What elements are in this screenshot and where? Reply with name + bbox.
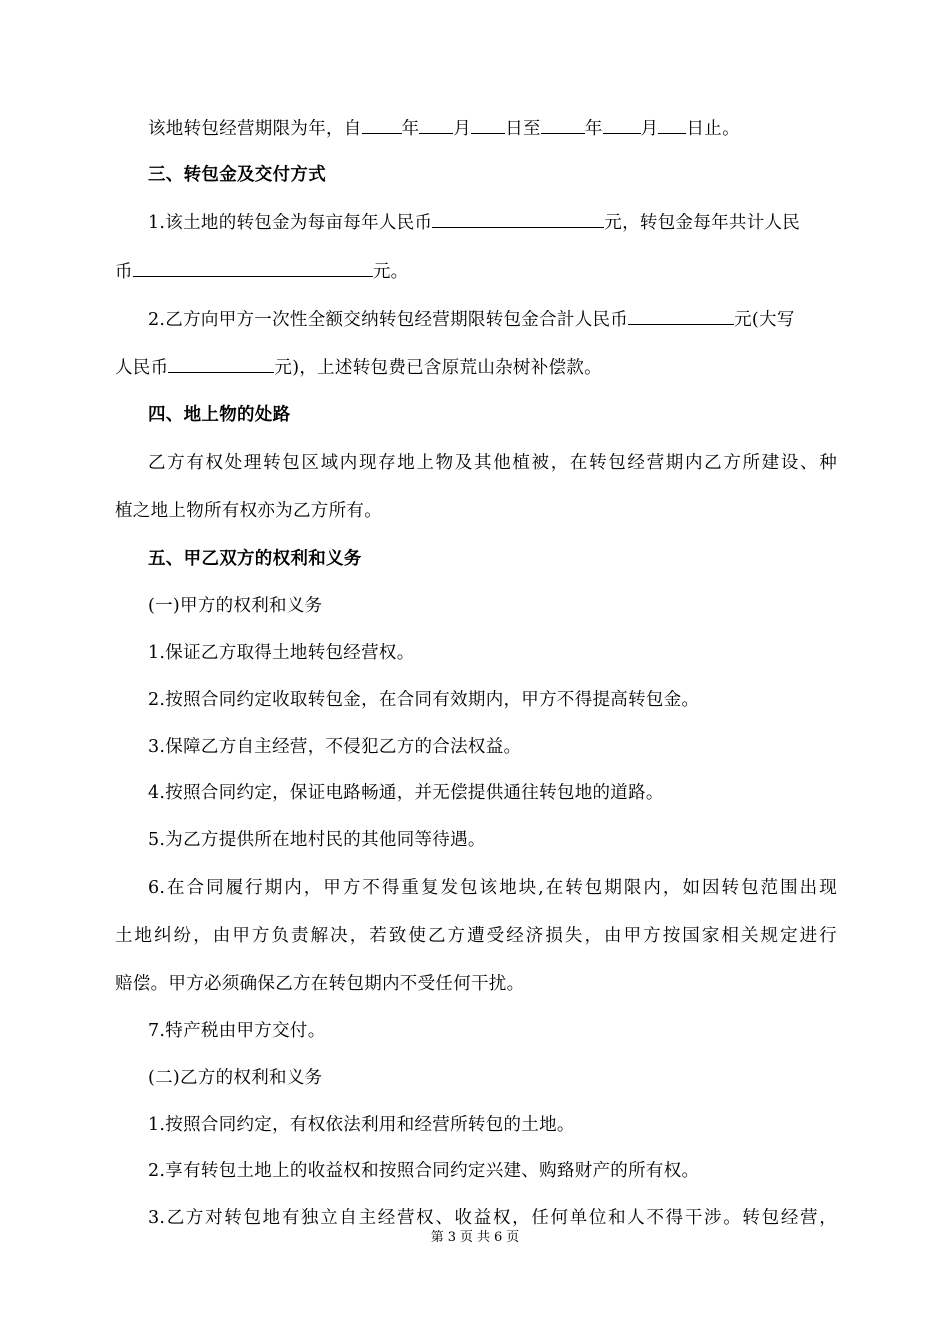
- term-text-7: 日止。: [686, 119, 740, 139]
- s3-item1-line2: [115, 259, 837, 284]
- party-a-item-6-line2: 土地纠纷，由甲方负责解决，若致使乙方遭受经济损失，由甲方按国家相关规定进行: [115, 926, 837, 946]
- term-text-2: 年: [401, 119, 420, 139]
- party-a-item-1: 1.保证乙方取得土地转包经营权。: [148, 643, 415, 663]
- blank-end-year: [541, 116, 585, 134]
- party-b-item-3: 3.乙方对转包地有独立自主经营权、收益权，任何单位和人不得干涉。转包经营，: [148, 1208, 837, 1228]
- blank-annual-total: [133, 259, 373, 277]
- footer-current-page: 3: [447, 1230, 456, 1245]
- blank-end-day: [658, 116, 686, 134]
- s3-item2-text-d: 元)，上述转包费已含原荒山杂树补偿款。: [274, 358, 602, 378]
- footer-suffix: 页: [506, 1230, 520, 1245]
- blank-lump-sum-capital: [168, 355, 274, 373]
- section-4-title: 四、地上物的处路: [148, 405, 291, 425]
- term-line: [148, 116, 870, 141]
- term-text-4: 日至: [505, 119, 541, 139]
- blank-per-mu-fee: [432, 210, 604, 228]
- footer-total-pages: 6: [494, 1230, 503, 1245]
- blank-lump-sum: [628, 307, 734, 325]
- party-a-item-7: 7.特产税由甲方交付。: [148, 1021, 326, 1041]
- party-b-item-2: 2.享有转包土地上的收益权和按照合同约定兴建、购臵财产的所有权。: [148, 1161, 700, 1181]
- term-text-1: 该地转包经营期限为年，自: [148, 119, 362, 139]
- blank-start-month: [419, 116, 453, 134]
- party-a-item-5: 5.为乙方提供所在地村民的其他同等待遇。: [148, 830, 486, 850]
- term-text-6: 月: [640, 119, 659, 139]
- s3-item2-line2: [115, 355, 837, 380]
- s3-item1-text-d: 元。: [372, 262, 409, 282]
- blank-end-month: [603, 116, 641, 134]
- footer-page-word: 页: [459, 1230, 473, 1245]
- party-a-item-6-line1: 6.在合同履行期内，甲方不得重复发包该地块,在转包期限内，如因转包范围出现: [148, 878, 837, 898]
- blank-start-year: [362, 116, 402, 134]
- party-a-item-2: 2.按照合同约定收取转包金，在合同有效期内，甲方不得提高转包金。: [148, 690, 700, 710]
- section-5-title: 五、甲乙双方的权利和义务: [148, 549, 362, 569]
- s3-item1-text-a: 1.该土地的转包金为每亩每年人民币: [148, 213, 433, 233]
- page-footer: [0, 1229, 950, 1247]
- s3-item2-text-b: 元(大写: [734, 310, 795, 330]
- footer-total-word: 共: [477, 1230, 491, 1245]
- s4-para-line1: 乙方有权处理转包区域内现存地上物及其他植被，在转包经营期内乙方所建设、种: [148, 453, 837, 473]
- term-text-5: 年: [584, 119, 603, 139]
- party-b-title: (二)乙方的权利和义务: [148, 1068, 323, 1088]
- party-a-item-4: 4.按照合同约定，保证电路畅通，并无偿提供通往转包地的道路。: [148, 783, 664, 803]
- s3-item1-text-c: 币: [115, 262, 133, 282]
- s4-para-line2: 植之地上物所有权亦为乙方所有。: [115, 501, 382, 521]
- party-a-title: (一)甲方的权利和义务: [148, 596, 323, 616]
- blank-start-day: [471, 116, 505, 134]
- party-a-item-6-line3: 赔偿。甲方必须确保乙方在转包期内不受任何干扰。: [115, 974, 525, 994]
- section-3-title: 三、转包金及交付方式: [148, 165, 326, 185]
- party-b-item-1: 1.按照合同约定，有权依法利用和经营所转包的土地。: [148, 1115, 575, 1135]
- s3-item2-text-a: 2.乙方向甲方一次性全额交纳转包经营期限转包金合計人民币: [148, 310, 629, 330]
- term-text-3: 月: [453, 119, 472, 139]
- s3-item1-line1: [148, 210, 870, 235]
- s3-item1-text-b: 元，转包金每年共计人民: [604, 213, 801, 233]
- s3-item2-text-c: 人民币: [115, 358, 169, 378]
- footer-prefix: 第: [430, 1230, 444, 1245]
- party-a-item-3: 3.保障乙方自主经营，不侵犯乙方的合法权益。: [148, 737, 522, 757]
- s3-item2-line1: [148, 307, 870, 332]
